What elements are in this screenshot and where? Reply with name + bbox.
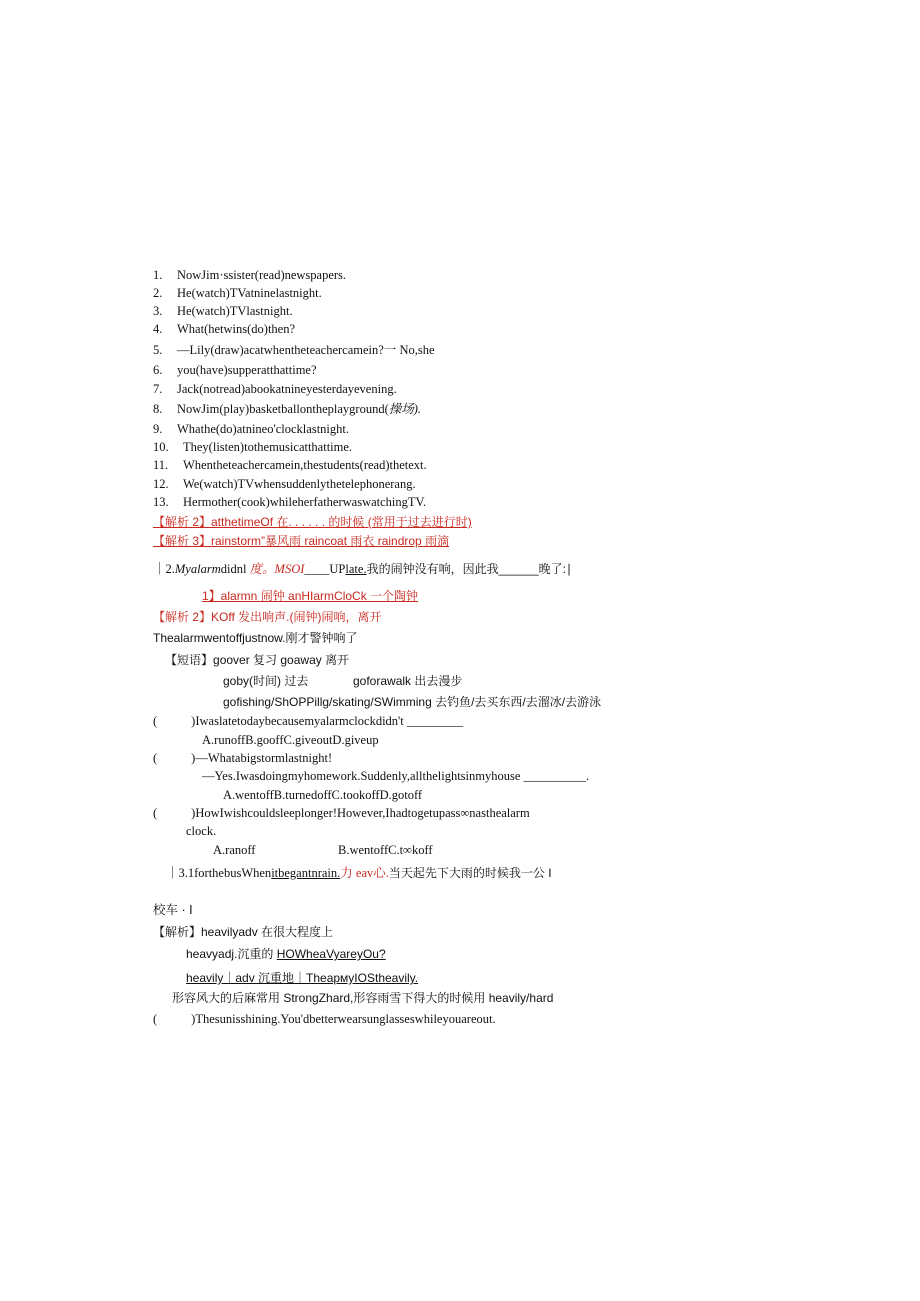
exercise-6: 6. you(have)supperatthattime? (153, 363, 317, 377)
final-question: ( )Thesunisshining.You'dbetterwearsunglasseswhileyouareout. (153, 1012, 496, 1026)
heavily-analysis: 【解析】heavilyadv 在很大程度上 (153, 925, 334, 939)
phrases-line-1: 【短语】goover 复习 goaway 离开 (165, 653, 350, 667)
exercise-3: 3. He(watch)TVlastnight. (153, 304, 293, 318)
exercise-13: 13. Hermother(cook)whileherfatherwaswatchingTV. (153, 495, 427, 509)
exercise-12: 12. We(watch)TVwhensuddenlythetelephonerang. (153, 477, 416, 491)
heavily-adv-line: heavily｜adv 沉重地｜TheармyIOStheavily. (186, 971, 419, 985)
choice-question-2-line-2: —Yes.Iwasdoingmyhomework.Suddenly,allthelightsinmyhouse __________. (202, 769, 590, 783)
choice-question-1: ( )Iwaslatetodaybecausemyalarmclockdidn't _________ (153, 714, 464, 728)
phrases-line-2b: goforawalk 出去漫步 (353, 674, 463, 688)
choice-question-3-line-2: clock. (186, 824, 217, 838)
example-alarm-sentence: Thealarmwentoffjustnow.刚才警钟响了 (153, 631, 358, 645)
choice-question-3: ( )HowIwishcouldsleeplonger!However,Ihadtogetupass∞nasthealarm (153, 806, 530, 820)
exercise-8: 8. NowJim(play)basketballontheplayground(操场). (153, 402, 422, 416)
exercise-10: 10. They(listen)tothemusicatthattime. (153, 440, 353, 454)
heavy-adj-line: heavyadj.沉重的 HOWheaVyareyOu? (186, 947, 386, 961)
choice-question-2: ( )—Whatabigstormlastnight! (153, 751, 333, 765)
exercise-7: 7. Jack(notread)abookatnineyesterdayevening. (153, 382, 397, 396)
exercise-1: 1. NowJim·ssister(read)newspapers. (153, 268, 347, 282)
exercise-4: 4. What(hetwins(do)then? (153, 322, 296, 336)
analysis-note-rainstorm: 【解析 3】rainstorm”暴风雨 raincoat 雨衣 raindrop 雨滴 (153, 534, 450, 548)
item-3-line: ｜3.1forthebusWhenitbegantnrain.力 eav心.当天起先下大雨的时候我一公 I (166, 866, 552, 880)
wind-rain-usage-note: 形容风大的后麻常用 StrongZhard,形容雨雪下得大的时候用 heavily/hard (172, 991, 554, 1005)
choice-question-3-option-a: A.ranoff (213, 843, 256, 857)
school-bus-line: 校车 · I (153, 903, 193, 917)
note-alarm-clock: 1】alarmn 闹钟 anHIarmCloCk 一个陶钟 (202, 589, 419, 603)
phrases-line-3: gofishing/ShOPPillg/skating/SWimming 去钓鱼/去买东西/去溜冰/去游泳 (223, 695, 602, 709)
phrases-line-2: goby(时间) 过去 (223, 674, 309, 688)
exercise-2: 2. He(watch)TVatninelastnight. (153, 286, 322, 300)
choice-question-1-options: A.runoffB.gooffC.giveoutD.giveup (202, 733, 379, 747)
exercise-11: 11. Whentheteachercamein,thestudents(read)thetext. (153, 458, 427, 472)
item-2-line: ｜2.Myalarmdidnl 度。MSOI____UPlate.我的闹钟没有响，因此我______晚了:∣ (153, 562, 572, 576)
choice-question-3-options-rest: B.wentoffC.t∞koff (338, 843, 433, 857)
note-go-off: 【解析 2】KOff 发出响声.(闹钟)闹响，离开 (153, 610, 382, 624)
exercise-9: 9. Whathe(do)atnineo'clocklastnight. (153, 422, 349, 436)
analysis-note-at-the-time: 【解析 2】atthetimeOf 在. . . . . . 的时候 (常用于过去进行时) (153, 515, 472, 529)
exercise-5: 5. —Lily(draw)acatwhentheteachercamein?一 No,she (153, 343, 435, 357)
choice-question-2-options: A.wentoffB.turnedoffC.tookoffD.gotoff (223, 788, 423, 802)
